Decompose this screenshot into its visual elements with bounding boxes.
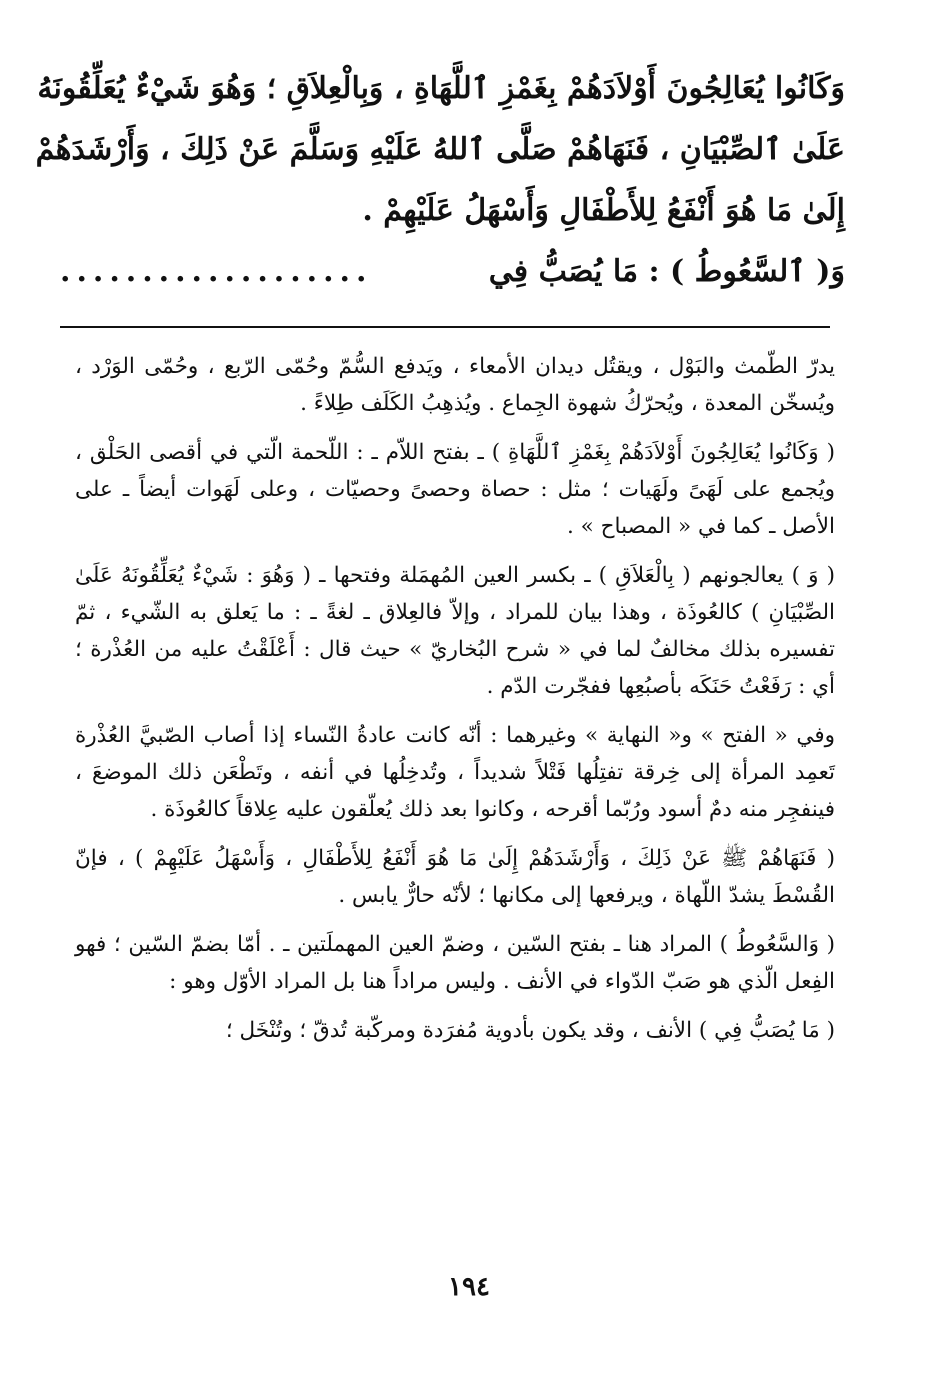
commentary-paragraph-1: يدرّ الطّمث والبَوْل ، ويقتُل ديدان الأمعاء ، ويَدفع السُّمّ وحُمّى الرّبع ، وحُمّى الوَرْد ، ويُسخّن المعدة ، ويُحرّكُ شهوة الجِماع . ويُذهِبُ الكَلَف طِلاءً . (75, 354, 835, 416)
matn-line-4-text: وَ( ٱلسَّعُوطُ ) : مَا يُصَبُّ فِي (488, 254, 845, 289)
matn-line-2: عَلَىٰ ٱلصِّبْيَانِ ، فَنَهَاهُمْ صَلَّى ٱللهُ عَلَيْهِ وَسَلَّمَ عَنْ ذَلِكَ ، وَأَرْشَدَهُمْ (35, 132, 845, 167)
commentary-paragraph-7: ( مَا يُصَبُّ فِي ) الأنف ، وقد يكون بأدوية مُفرَدة ومركّبة تُدقّ ؛ وتُنْخَل ؛ (225, 1018, 835, 1043)
separator-rule (60, 326, 830, 328)
commentary-block (75, 348, 835, 1061)
matn-line-1: وَكَانُوا يُعَالِجُونَ أَوْلاَدَهُمْ بِغَمْزِ ٱللَّهَاةِ ، وَبِالْعِلاَقِ ؛ وَهُوَ شَيْءٌ يُعَلِّقُونَهُ (37, 71, 845, 106)
commentary-paragraph-3: ( وَ ) يعالجونهم ( بِالْعَلاَقِ ) ـ بكسر العين المُهمَلة وفتحها ـ ( وَهُوَ : شَيْءٌ يُعَلِّقُونَهُ عَلَىٰ الصِّبْيَانِ ) كالعُوذَة ، وهذا بيان للمراد ، وإلاّ فالعِلاق ـ لغةً ـ : ما يَعلق به الشّيء ، ثمّ تفسيره بذلك مخالفٌ لما في « شرح البُخاريّ » حيث قال : أَعْلَقْتُ عليه من العُذْرة ؛ أي : رَفَعْتُ حَنَكَه بأصبُعِها ففجّرت الدّم . (75, 563, 835, 699)
commentary-paragraph-4: وفي « الفتح » و« النهاية » وغيرهما : أنّه كانت عادةُ النّساء إذا أصاب الصّبيَّ العُذْرة تَعمِد المرأة إلى خِرقة تفتِلُها فَتْلاً شديداً ، وتُدخِلُها في أنفه ، وتَطْعَن ذلك الموضعَ ، فينفجِر منه دمٌ أسود ورُبّما أقرحه ، وكانوا بعد ذلك يُعلّقون عليه عِلاقاً كالعُوذَة . (75, 723, 835, 822)
commentary-paragraph-6: ( وَالسَّعُوطُ ) المراد هنا ـ بفتح السّين ، وضمّ العين المهملَتين ـ . أمّا بضمّ السّين ؛ فهو الفِعل الّذي هو صَبّ الدّواء في الأنف . وليس مراداً هنا بل المراد الأوّل وهو : (75, 932, 835, 994)
matn-block (35, 58, 845, 302)
commentary-paragraph-2: ( وَكَانُوا يُعَالِجُونَ أَوْلاَدَهُمْ بِغَمْزِ ٱللَّهَاةِ ) ـ بفتح اللاّم ـ : اللّحمة الّتي في أقصى الحَلْق ، ويُجمع على لَهَىً ولَهَيات ؛ مثل : حصاة وحصىً وحصيّات ، وعلى لَهَوات أيضاً ـ على الأصل ـ كما في « المصباح » . (75, 440, 835, 539)
commentary-paragraph-5: ( فَنَهَاهُمْ ﷺ عَنْ ذَلِكَ ، وَأَرْشَدَهُمْ إِلَىٰ مَا هُوَ أَنْفَعُ لِلأَطْفَالِ ، وَأَسْهَلُ عَلَيْهِمْ ) ، فإنّ القُسْطَ يشدّ اللّهاة ، ويرفعها إلى مكانها ؛ لأنّه حارٌّ يابس . (75, 846, 835, 908)
matn-line-3: إِلَىٰ مَا هُوَ أَنْفَعُ لِلأَطْفَالِ وَأَسْهَلُ عَلَيْهِمْ . (362, 193, 845, 228)
matn-line-4 (60, 241, 845, 302)
matn-ellipsis-dots: ................... (60, 254, 373, 289)
page-number: ١٩٤ (448, 1272, 490, 1302)
matn-text (35, 58, 845, 302)
